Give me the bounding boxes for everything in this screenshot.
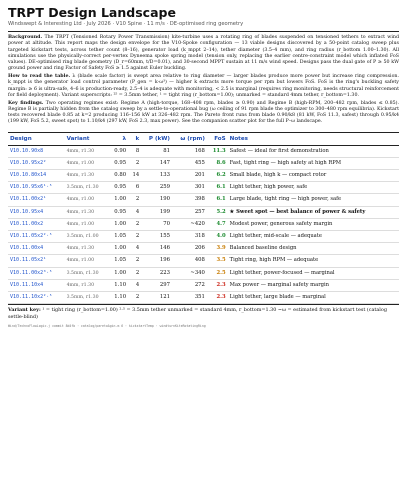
rpm-cell: 168 [172, 145, 207, 157]
table-row [8, 243, 399, 255]
variant-cell: 4mm, r1.00 [65, 218, 109, 230]
rpm-cell: 351 [172, 291, 207, 303]
fos-cell: 3.5 [207, 255, 228, 267]
notes-cell: Tight ring, high RPM — adequate [228, 255, 399, 267]
table-header-row [8, 132, 399, 145]
power-cell: 147 [141, 157, 172, 169]
k-cell: 2 [128, 291, 141, 303]
variant-key-lead: Variant key: [8, 307, 41, 314]
background-lead: Background. [8, 35, 43, 40]
table-bottom-rule [8, 304, 399, 305]
lambda-cell: 0.80 [109, 169, 128, 181]
notes-cell: Large blade, tight ring — high power, safe [228, 194, 399, 206]
power-cell: 223 [141, 267, 172, 279]
table-row [8, 279, 399, 291]
rpm-cell: 201 [172, 169, 207, 181]
design-cell: V10.11.00x4 [8, 243, 65, 255]
lambda-cell: 0.95 [109, 206, 128, 218]
k-cell: 4 [128, 279, 141, 291]
k-cell: 2 [128, 230, 141, 242]
rpm-cell: 206 [172, 243, 207, 255]
page-subtitle: Windswept & Interesting Ltd · July 2026 · V10 Spine · 11 m/s · DE-optimised ring geometry [8, 21, 244, 27]
lambda-cell: 1.00 [109, 194, 128, 206]
variant-cell: 4mm, r1.30 [65, 279, 109, 291]
fos-cell: 5.2 [207, 206, 228, 218]
variant-cell: 4mm, r1.00 [65, 194, 109, 206]
k-cell: 2 [128, 218, 141, 230]
how-to-read-paragraph [8, 74, 399, 99]
notes-cell: Light tether, high power, safe [228, 182, 399, 194]
k-cell: 2 [128, 157, 141, 169]
notes-cell: Modest power, generous safety margin [228, 218, 399, 230]
variant-cell: 4mm, r1.30 [65, 169, 109, 181]
table-row [8, 206, 399, 218]
k-cell: 2 [128, 255, 141, 267]
design-cell: V10.11.05x2²⋅⁵ [8, 230, 65, 242]
design-cell: V10.11.00x2³⋅⁵ [8, 267, 65, 279]
design-table [8, 132, 399, 305]
background-paragraph [8, 35, 399, 73]
power-cell: 259 [141, 182, 172, 194]
lambda-cell: 0.95 [109, 157, 128, 169]
table-row [8, 218, 399, 230]
design-cell: V10.10.90x8 [8, 145, 65, 157]
fos-cell: 11.3 [207, 145, 228, 157]
table-row [8, 145, 399, 157]
variant-cell: 4mm, r1.00 [65, 255, 109, 267]
rpm-cell: 408 [172, 255, 207, 267]
variant-key-footnote [8, 307, 399, 320]
k-cell: 8 [128, 145, 141, 157]
table-row [8, 157, 399, 169]
lambda-cell: 0.90 [109, 145, 128, 157]
lambda-cell: 1.05 [109, 230, 128, 242]
page-footer: Wind/TechnoFlowLogic.j commit 8d4fb · catalog/paretoAgin.m 6 · kickstartTemp · windturnKiteRotatingRing [8, 324, 206, 329]
variant-cell: 4mm, r1.30 [65, 206, 109, 218]
header-lambda: λ [109, 132, 128, 145]
header-design: Design [8, 132, 65, 145]
header-fos: FoS [207, 132, 228, 145]
k-cell: 2 [128, 194, 141, 206]
notes-cell: Light tether, large blade — marginal [228, 291, 399, 303]
table-row [8, 230, 399, 242]
table-row [8, 267, 399, 279]
fos-cell: 8.6 [207, 157, 228, 169]
variant-cell: 4mm, r1.30 [65, 145, 109, 157]
fos-cell: 6.1 [207, 182, 228, 194]
design-cell: V10.11.05x2¹ [8, 255, 65, 267]
power-cell: 155 [141, 230, 172, 242]
lambda-cell: 1.00 [109, 218, 128, 230]
design-cell: V10.11.00x2 [8, 218, 65, 230]
rpm-cell: 455 [172, 157, 207, 169]
design-cell: V10.10.95x6¹⋅⁵ [8, 182, 65, 194]
how-to-read-lead: How to read the table. [8, 74, 71, 79]
fos-cell: 4.0 [207, 230, 228, 242]
design-cell: V10.11.00x2¹ [8, 194, 65, 206]
table-row [8, 291, 399, 303]
key-findings-text: Two operating regimes exist: Regime A (high-torque, 168–408 rpm, blades ≥ 0.90) and Regime B (high-RPM, 200–482 rpm, blades ≤ 0.85). Regime B is partially hidden from the catalog sweep by a settle-to-operational bug (ω ceiling of 91 rpm blade the optimizer to 300–480 rpm equilibria). Kickstart tests recovered blade 0.85 at k=2 producing 116–156 kW at 326–482 rpm. The Pareto front runs from blade 0.90/k8 (81 kW, FoS 11.3, safest) through 0.95/k4 (199 kW, FoS 5.2, sweet spot) to 1.10/k4 (297 kW, FoS 2.3, max power). See the companion scatter plot for the full P–ω landscape. [8, 100, 399, 125]
notes-cell: Balanced baseline design [228, 243, 399, 255]
table-row [8, 182, 399, 194]
lambda-cell: 1.10 [109, 291, 128, 303]
power-cell: 121 [141, 291, 172, 303]
rpm-cell: ~340 [172, 267, 207, 279]
rpm-cell: 318 [172, 230, 207, 242]
notes-cell: Safest — ideal for first demonstration [228, 145, 399, 157]
rpm-cell: 257 [172, 206, 207, 218]
page-title: TRPT Design Landscape [8, 5, 176, 20]
variant-cell: 3.5mm, r1.30 [65, 182, 109, 194]
rpm-cell: 398 [172, 194, 207, 206]
table-row [8, 169, 399, 181]
rpm-cell: 301 [172, 182, 207, 194]
title-rule [8, 31, 399, 32]
power-cell: 70 [141, 218, 172, 230]
lambda-cell: 1.00 [109, 267, 128, 279]
design-cell: V10.11.10x2²⋅⁵ [8, 291, 65, 303]
power-cell: 133 [141, 169, 172, 181]
variant-cell: 3.5mm, r1.30 [65, 291, 109, 303]
notes-cell: Small blade, high k — compact rotor [228, 169, 399, 181]
background-text: The TRPT (Tensioned Rotary Power Transmission) kite-turbine uses a rotating ring of blades suspended on tensioned tethers to extract wind power at altitude. This report maps the design envelope for the V10-Spoke configuration — 13 viable designs discovered by a 50-point catalog sweep plus targeted kickstart tests, across tether count (8–16), generator load (k_mppt 2–14), tether diameter (3.5–4 mm), and ring radius (r_bottom 1.00–1.30). All simulations use the physically-correct per-vertex Dyneema spoke spring model (tension only, replacing the earlier centre-constraint model which inflated FoS values). DE-optimised ring blade geometry (D_r=60mm, t/D=0.01), and 30-second MPPT sustain at 11 m/s wind speed. Designs pass the dual gate of P ≥ 50 kW ground power and ring Factor of Safety FoS ≥ 1.5 against Euler buckling. [8, 35, 399, 72]
power-cell: 199 [141, 206, 172, 218]
lambda-cell: 1.00 [109, 243, 128, 255]
lambda-cell: 1.05 [109, 255, 128, 267]
lambda-cell: 0.95 [109, 182, 128, 194]
header-power: P (kW) [141, 132, 172, 145]
notes-cell: Light tether, power-focused — marginal [228, 267, 399, 279]
fos-cell: 2.3 [207, 279, 228, 291]
notes-cell: Max power — marginal safety margin [228, 279, 399, 291]
header-notes: Notes [228, 132, 399, 145]
fos-cell: 2.3 [207, 291, 228, 303]
power-cell: 190 [141, 194, 172, 206]
fos-cell: 6.2 [207, 169, 228, 181]
rpm-cell: 272 [172, 279, 207, 291]
key-findings-paragraph [8, 101, 399, 126]
notes-cell: Light tether, mid-scale — adequate [228, 230, 399, 242]
design-cell: V10.11.10x4 [8, 279, 65, 291]
notes-cell: Fast, tight ring — high safety at high RPM [228, 157, 399, 169]
variant-cell: 3.5mm, r1.00 [65, 230, 109, 242]
table-row [8, 255, 399, 267]
header-k: k [128, 132, 141, 145]
variant-cell: 4mm, r1.00 [65, 157, 109, 169]
power-cell: 81 [141, 145, 172, 157]
design-cell: V10.10.95x4 [8, 206, 65, 218]
header-rpm: ω (rpm) [172, 132, 207, 145]
k-cell: 4 [128, 206, 141, 218]
fos-cell: 4.7 [207, 218, 228, 230]
variant-key-text: ¹ = tight ring (r_bottom=1.00) ²⋅⁵ = 3.5mm tether unmarked = standard 4mm, r_bottom=1.30 ~ω = estimated from kickstart test (catalog settle-blind) [8, 307, 387, 320]
how-to-read-text: λ (blade scale factor) is swept area relative to ring diameter — larger blades produce more power but increase ring compression. k_mppt is the generator load control parameter (P_gen = k·ω³) — higher k extracts more torque per rpm but lowers FoS. FoS is the ring's buckling safety margin: ≥ 6 is ultra-safe, 4–6 is production-ready, 2.5–4 is adequate with monitoring, < 2.5 is marginal (requires ring monitoring, needs structural reinforcement for field deployment). Variant superscripts: ²⁵ = 3.5mm tether, ¹ = tight ring (r_bottom=1.00); unmarked = standard 4mm tether, r_bottom=1.30. [8, 74, 400, 98]
k-cell: 2 [128, 267, 141, 279]
fos-cell: 3.9 [207, 243, 228, 255]
fos-cell: 6.1 [207, 194, 228, 206]
power-cell: 196 [141, 255, 172, 267]
table-row [8, 194, 399, 206]
k-cell: 6 [128, 182, 141, 194]
k-cell: 14 [128, 169, 141, 181]
lambda-cell: 1.10 [109, 279, 128, 291]
design-cell: V10.10.95x2² [8, 157, 65, 169]
rpm-cell: ~420 [172, 218, 207, 230]
fos-cell: 2.5 [207, 267, 228, 279]
notes-cell: ★ Sweet spot — best balance of power & safety [228, 206, 399, 218]
table-body [8, 145, 399, 304]
header-variant: Variant [65, 132, 109, 145]
power-cell: 146 [141, 243, 172, 255]
key-findings-lead: Key findings. [8, 100, 44, 106]
k-cell: 4 [128, 243, 141, 255]
variant-cell: 4mm, r1.30 [65, 243, 109, 255]
design-cell: V10.10.80x14 [8, 169, 65, 181]
variant-cell: 3.5mm, r1.30 [65, 267, 109, 279]
power-cell: 297 [141, 279, 172, 291]
